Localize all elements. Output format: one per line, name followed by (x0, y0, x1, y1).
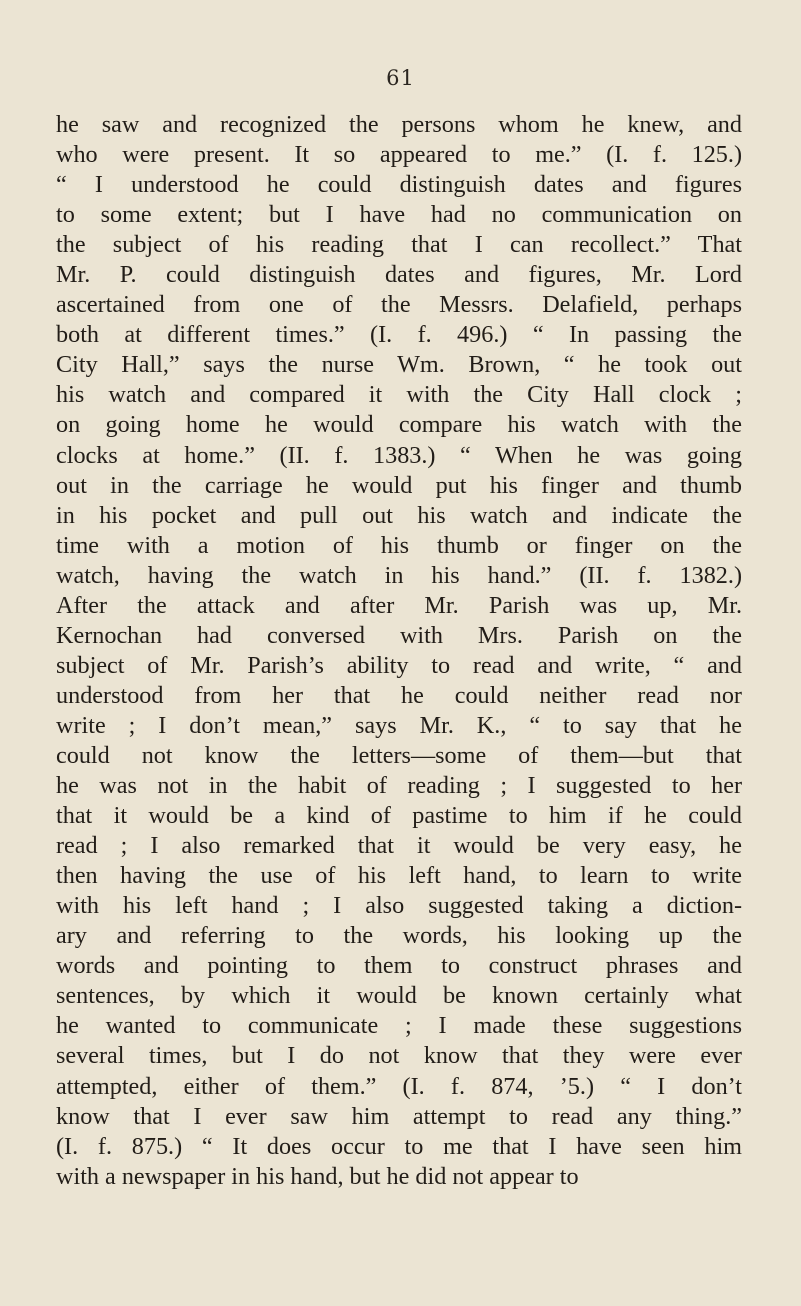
text-line: then having the use of his left hand, to learn to write (56, 862, 742, 890)
text-line: out in the carriage he would put his finger and thumb (56, 471, 742, 499)
text-line: he was not in the habit of reading ; I suggested to her (56, 772, 742, 800)
text-line: attempted, either of them.” (I. f. 874, ’5.) “ I don’t (56, 1072, 742, 1100)
text-line: several times, but I do not know that they were ever (56, 1042, 742, 1070)
text-line: read ; I also remarked that it would be very easy, he (56, 832, 742, 860)
text-line: he saw and recognized the persons whom he knew, and (56, 111, 742, 138)
text-line: City Hall,” says the nurse Wm. Brown, “ he took out (56, 351, 742, 379)
text-line: ary and referring to the words, his looking up the (56, 922, 742, 950)
text-line: watch, having the watch in his hand.” (II. f. 1382.) (56, 561, 742, 589)
text-line: words and pointing to them to construct phrases and (56, 952, 742, 980)
text-line: After the attack and after Mr. Parish was up, Mr. (56, 591, 742, 619)
text-line: his watch and compared it with the City Hall clock ; (56, 381, 742, 409)
text-line: that it would be a kind of pastime to him if he could (56, 802, 742, 830)
text-line: understood from her that he could neither read nor (56, 681, 742, 709)
text-line: the subject of his reading that I can recollect.” That (56, 231, 742, 259)
text-line: write ; I don’t mean,” says Mr. K., “ to say that he (56, 711, 742, 739)
text-line: to some extent; but I have had no communication on (56, 201, 742, 229)
text-line: in his pocket and pull out his watch and indicate the (56, 501, 742, 529)
body-text (56, 110, 742, 1192)
text-line: Mr. P. could distinguish dates and figures, Mr. Lord (56, 261, 742, 289)
text-line: both at different times.” (I. f. 496.) “ In passing the (56, 321, 742, 349)
text-line: on going home he would compare his watch with the (56, 411, 742, 439)
text-line: with his left hand ; I also suggested taking a diction- (56, 892, 742, 920)
text-line: could not know the letters—some of them—but that (56, 741, 742, 769)
text-line: sentences, by which it would be known certainly what (56, 982, 742, 1010)
text-line: Kernochan had conversed with Mrs. Parish on the (56, 621, 742, 649)
text-line: who were present. It so appeared to me.” (I. f. 125.) (56, 141, 742, 169)
text-line: ascertained from one of the Messrs. Delafield, perhaps (56, 291, 742, 319)
text-line: he wanted to communicate ; I made these suggestions (56, 1012, 742, 1040)
text-line: “ I understood he could distinguish dates and figures (56, 171, 742, 199)
text-line: clocks at home.” (II. f. 1383.) “ When he was going (56, 441, 742, 469)
text-line: time with a motion of his thumb or finger on the (56, 531, 742, 559)
text-line: with a newspaper in his hand, but he did not appear to (56, 1162, 579, 1190)
page-number: 61 (386, 66, 415, 90)
text-line: (I. f. 875.) “ It does occur to me that I have seen him (56, 1132, 742, 1160)
text-line: know that I ever saw him attempt to read any thing.” (56, 1102, 742, 1130)
text-line: subject of Mr. Parish’s ability to read and write, “ and (56, 651, 742, 679)
